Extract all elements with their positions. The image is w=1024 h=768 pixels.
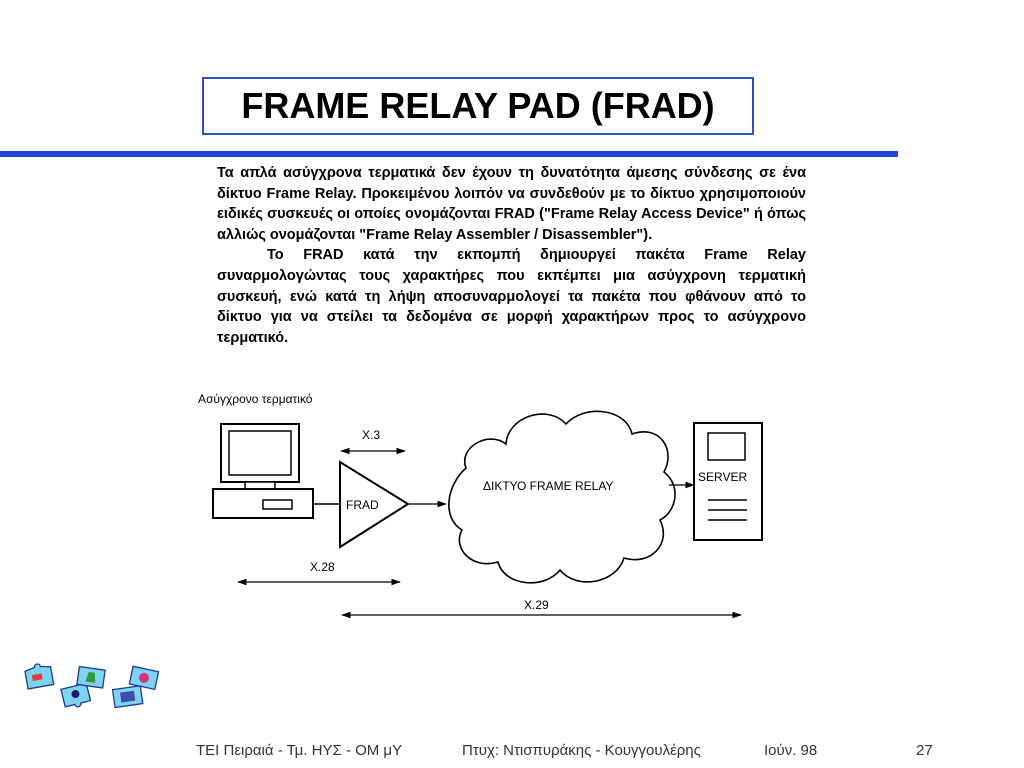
slide-title: FRAME RELAY PAD (FRAD) xyxy=(241,85,715,126)
page-number: 27 xyxy=(916,742,933,759)
puzzle-piece-icon xyxy=(129,666,158,689)
paragraph-1: Τα απλά ασύγχρονα τερματικά δεν έχουν τη δυνατότητα άμεσης σύνδεσης σε ένα δίκτυο Frame Relay. Προκειμένου λοιπόν να συνδεθούν με το δίκτυο χρησιμοποιούν ειδικές συσκευές οι οποίες ονομάζονται FRAD ("Frame Relay Access Device" ή όπως αλλιώς ονομάζονται "Frame Relay Assembler / Disassembler"). xyxy=(217,165,806,243)
x28-label: X.28 xyxy=(310,560,335,574)
footer-institution: ΤΕΙ Πειραιά - Τμ. ΗΥΣ - ΟΜ μΥ xyxy=(196,742,403,759)
paragraph-2: Το FRAD κατά την εκπομπή δημιουργεί πακέτα Frame Relay συναρμολογώντας τους χαρακτήρες που εκπέμπει μια ασύγχρονη τερματική συσκευή, ενώ κατά τη λήψη αποσυναρμολογεί τα πακέτα που φθάνουν από το δίκτυο για να στείλει τα δεδομένα σε μορφή χαρακτήρων προς το ασύγχρονο τερματικό. xyxy=(217,247,806,346)
x29-label: X.29 xyxy=(524,598,549,612)
network-cloud xyxy=(449,411,675,582)
frad-label: FRAD xyxy=(346,498,379,512)
puzzle-piece-icon xyxy=(24,662,54,689)
puzzle-piece-icon xyxy=(61,683,91,710)
footer-date: Ιούν. 98 xyxy=(764,742,818,759)
network-label: ΔΙΚΤΥΟ FRAME RELAY xyxy=(483,479,614,493)
footer-authors: Πτυχ: Ντισπυράκης - Κουγγουλέρης xyxy=(462,742,701,759)
puzzle-clipart xyxy=(18,656,168,712)
terminal-label: Ασύγχρονο τερματικό xyxy=(198,392,313,406)
puzzle-piece-icon xyxy=(113,686,143,708)
server-label: SERVER xyxy=(698,470,748,484)
terminal-icon xyxy=(213,424,313,518)
puzzle-piece-icon xyxy=(77,667,105,688)
x3-label: X.3 xyxy=(362,428,381,442)
